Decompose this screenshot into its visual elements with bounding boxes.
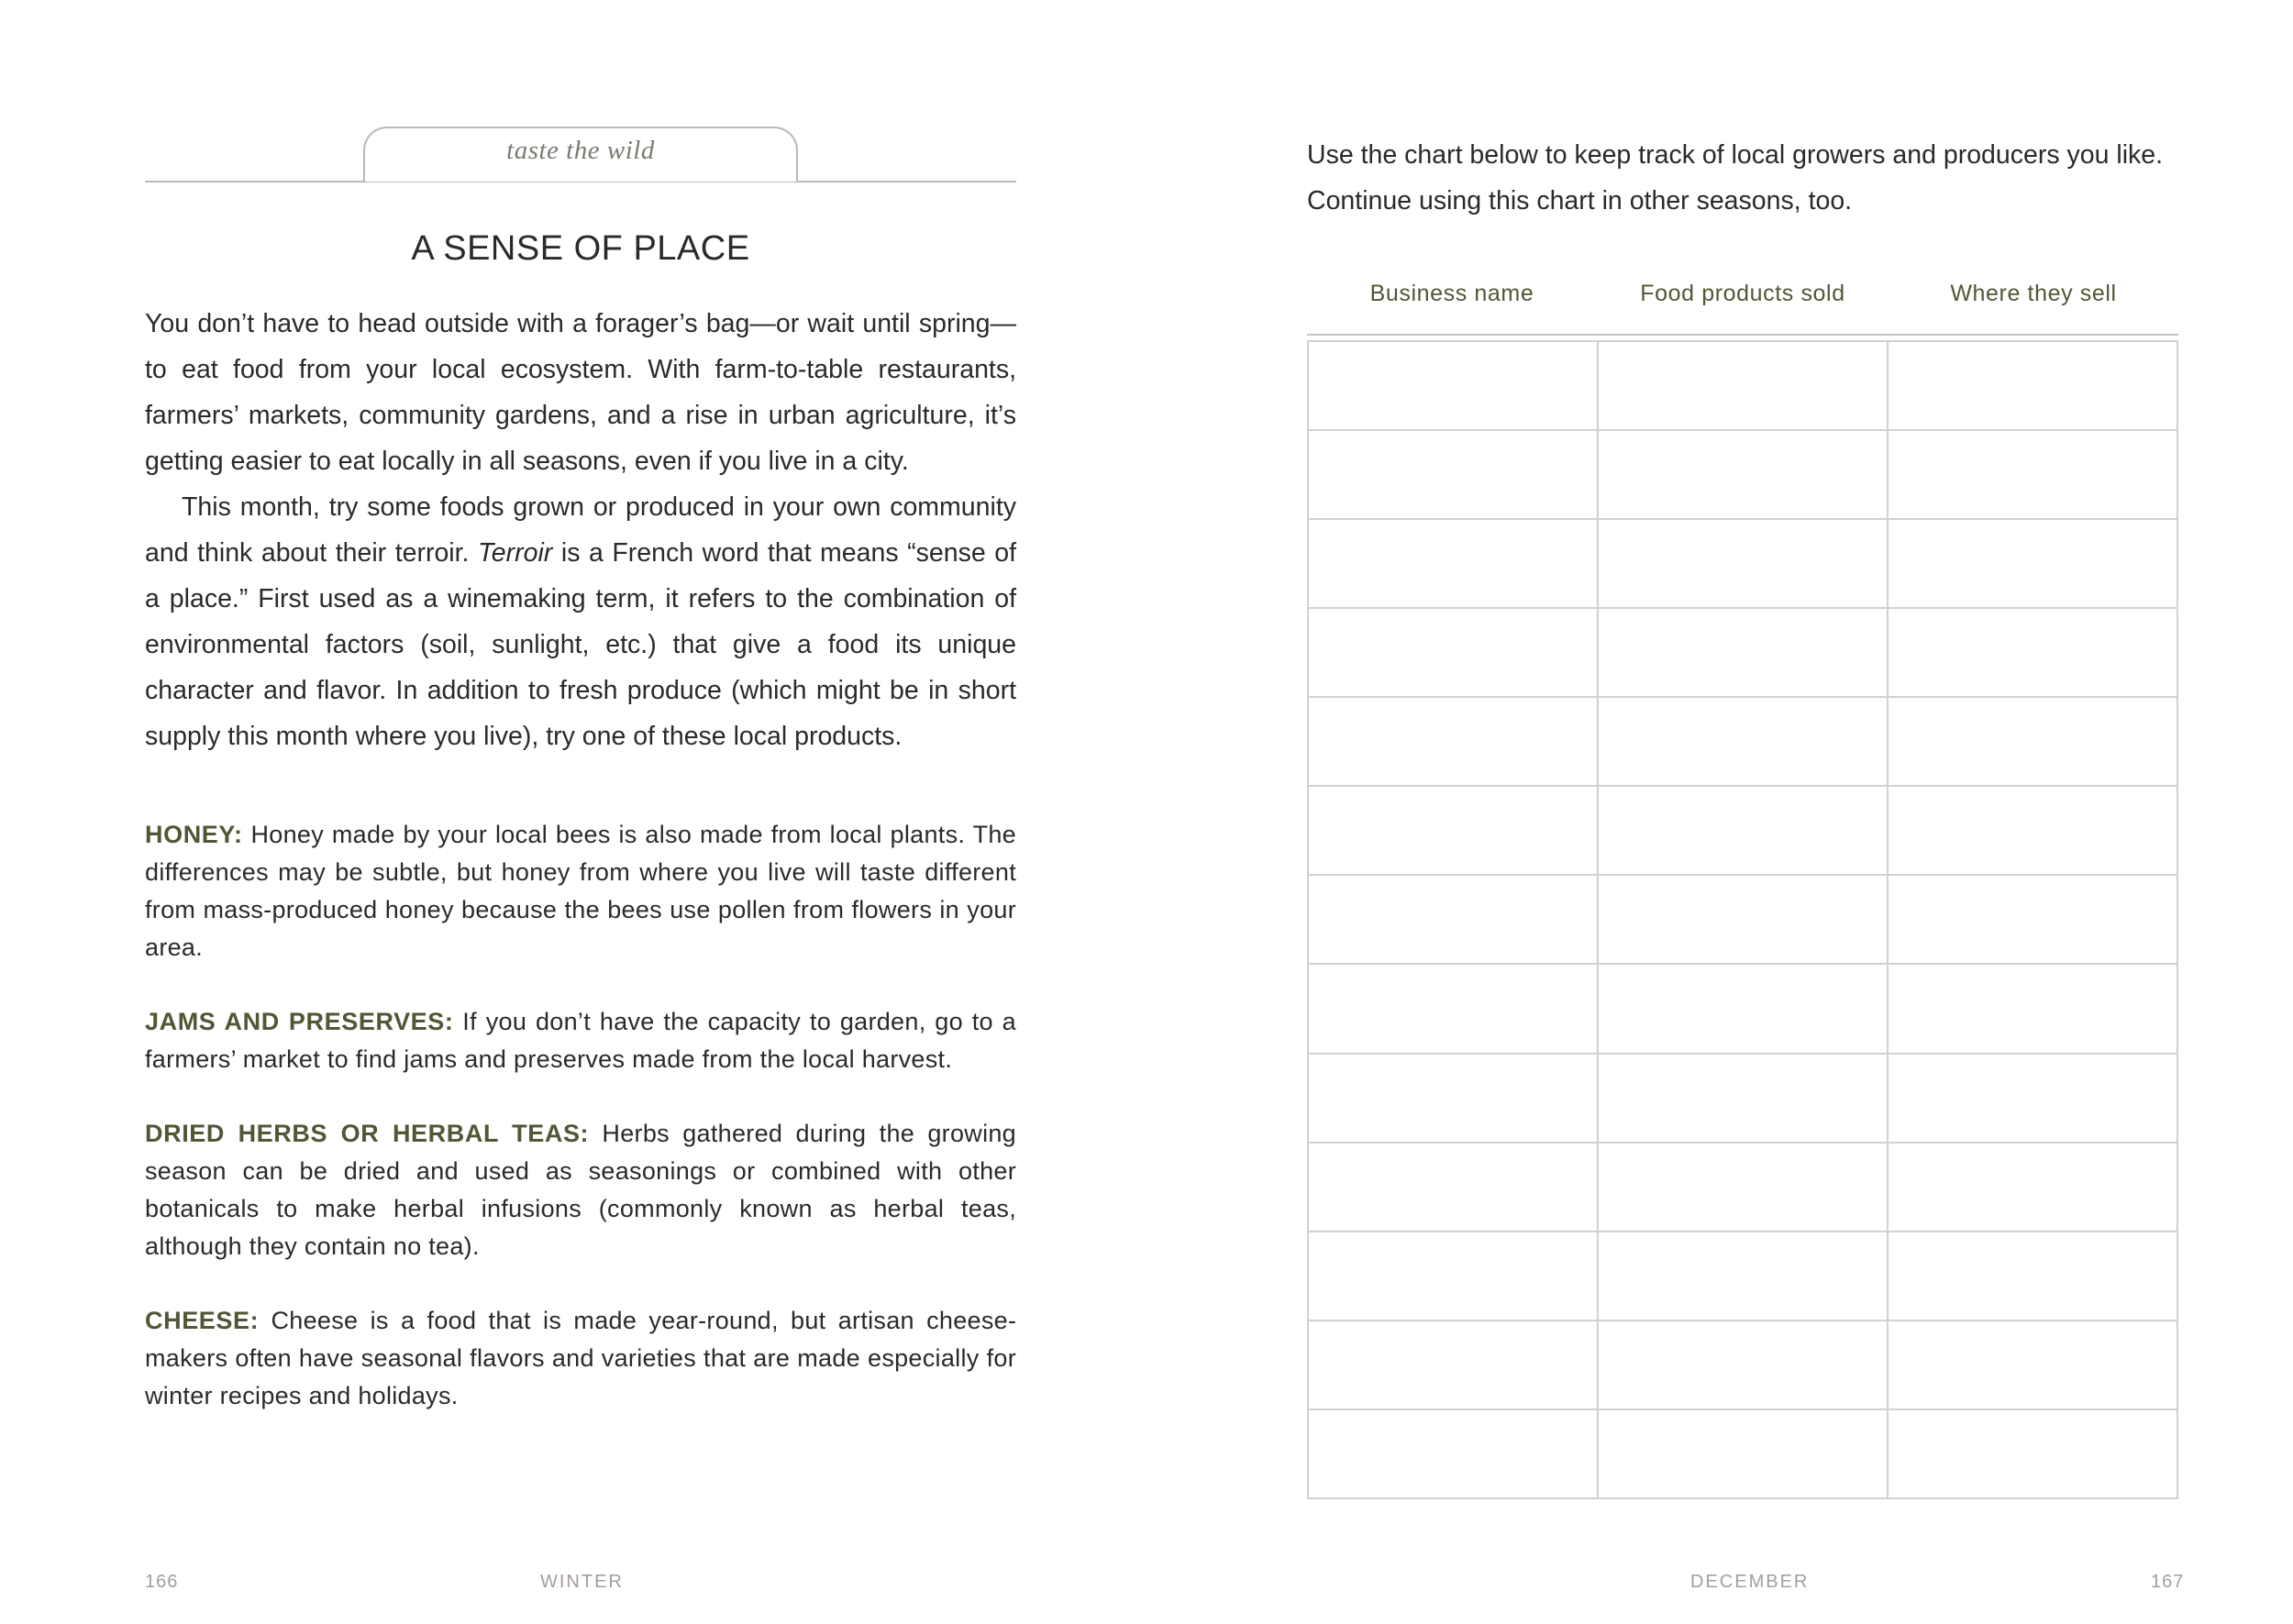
table-row — [1308, 1143, 2177, 1232]
table-cell[interactable] — [1888, 964, 2177, 1053]
table-cell[interactable] — [1598, 1143, 1888, 1232]
table-cell[interactable] — [1308, 1143, 1598, 1232]
table-row — [1308, 1054, 2177, 1143]
item-text: Honey made by your local bees is also made from local plants. The differences may be subtle, but honey from where you live will taste different from mass-produced honey because the bees use pollen from flowers in your area. — [145, 821, 1016, 961]
table-row — [1308, 875, 2177, 964]
item-text: If you don’t have the capacity to garden, go to a farmers’ market to find jams and preserves made from the local harvest. — [145, 1008, 1016, 1073]
column-header-business: Business name — [1369, 281, 1534, 306]
table-cell[interactable] — [1308, 875, 1598, 964]
grower-tracking-table — [1307, 340, 2178, 1499]
item-text: Herbs gathered during the growing season can be dried and used as seasonings or combined with other botanicals to make herbal infusions (commonly known as herbal teas, although they contain no tea). — [145, 1120, 1017, 1260]
table-row — [1308, 964, 2177, 1053]
table-row — [1308, 519, 2177, 608]
table-cell[interactable] — [1598, 1320, 1888, 1409]
table-header-rule — [1307, 334, 2178, 336]
table-cell[interactable] — [1888, 786, 2177, 875]
table-row — [1308, 1409, 2177, 1498]
table-cell[interactable] — [1888, 608, 2177, 697]
column-header-where: Where they sell — [1950, 281, 2117, 306]
table-cell[interactable] — [1888, 697, 2177, 786]
table-cell[interactable] — [1598, 341, 1888, 430]
item-text: Cheese is a food that is made year-round, but artisan cheesemakers often have seasonal flavors and varieties that are made especially for winter recipes and holidays. — [145, 1307, 1016, 1409]
table-cell[interactable] — [1598, 1054, 1888, 1143]
table-cell[interactable] — [1598, 1232, 1888, 1320]
table-cell[interactable] — [1308, 697, 1598, 786]
table-cell[interactable] — [1888, 1320, 2177, 1409]
running-footer-right: DECEMBER — [1690, 1572, 1810, 1592]
table-cell[interactable] — [1598, 519, 1888, 608]
table-row — [1308, 341, 2177, 430]
table-cell[interactable] — [1598, 964, 1888, 1053]
paragraph-2-start: This month, try some foods grown or produced in your own community and think about their terroir. — [145, 492, 1016, 568]
table-cell[interactable] — [1598, 1409, 1888, 1498]
chart-intro: Use the chart below to keep track of local growers and producers you like. Continue using this chart in other seasons, too. — [1307, 140, 2164, 215]
column-header-products: Food products sold — [1640, 281, 1845, 306]
table-cell[interactable] — [1888, 1143, 2177, 1232]
table-row — [1308, 786, 2177, 875]
paragraph-1: You don’t have to head outside with a forager’s bag—or wait until spring—to eat food from your local ecosystem. With farm-to-table restaurants, farmers’ markets, community gardens, and a rise in urban agriculture, it’s getting easier to eat locally in all seasons, even if you live in a city. — [145, 309, 1016, 476]
section-tab-label: taste the wild — [506, 136, 655, 165]
table-cell[interactable] — [1888, 875, 2177, 964]
table-cell[interactable] — [1308, 608, 1598, 697]
paragraph-2-end: is a French word that means “sense of a place.” First used as a winemaking term, it refers to the combination of environmental factors (soil, sunlight, etc.) that give a food its unique character and flavor. In addition to fresh produce (which might be in short supply this month where you live), try one of these local products. — [145, 538, 1016, 751]
table-row — [1308, 608, 2177, 697]
table-cell[interactable] — [1308, 1232, 1598, 1320]
item-term: JAMS AND PRESERVES: — [145, 1008, 454, 1035]
table-cell[interactable] — [1888, 1054, 2177, 1143]
table-cell[interactable] — [1888, 1409, 2177, 1498]
table-cell[interactable] — [1308, 341, 1598, 430]
table-cell[interactable] — [1308, 519, 1598, 608]
table-row — [1308, 430, 2177, 519]
running-footer-left: WINTER — [540, 1572, 624, 1592]
page-number-right: 167 — [2151, 1572, 2185, 1592]
item-term: DRIED HERBS OR HERBAL TEAS: — [145, 1120, 590, 1147]
page-number-left: 166 — [145, 1572, 179, 1592]
table-row — [1308, 697, 2177, 786]
table-cell[interactable] — [1888, 430, 2177, 519]
table-row — [1308, 1320, 2177, 1409]
terroir-term: Terroir — [478, 538, 553, 568]
table-cell[interactable] — [1308, 1320, 1598, 1409]
table-cell[interactable] — [1308, 1409, 1598, 1498]
table-cell[interactable] — [1598, 608, 1888, 697]
table-row — [1308, 1232, 2177, 1320]
table-cell[interactable] — [1308, 430, 1598, 519]
table-cell[interactable] — [1888, 341, 2177, 430]
table-cell[interactable] — [1598, 786, 1888, 875]
table-cell[interactable] — [1598, 697, 1888, 786]
table-cell[interactable] — [1598, 875, 1888, 964]
table-cell[interactable] — [1598, 430, 1888, 519]
table-cell[interactable] — [1308, 964, 1598, 1053]
table-cell[interactable] — [1308, 786, 1598, 875]
table-cell[interactable] — [1888, 519, 2177, 608]
table-cell[interactable] — [1888, 1232, 2177, 1320]
item-term: HONEY: — [145, 821, 243, 848]
item-term: CHEESE: — [145, 1307, 260, 1334]
page-title: A SENSE OF PLACE — [411, 229, 750, 268]
table-cell[interactable] — [1308, 1054, 1598, 1143]
